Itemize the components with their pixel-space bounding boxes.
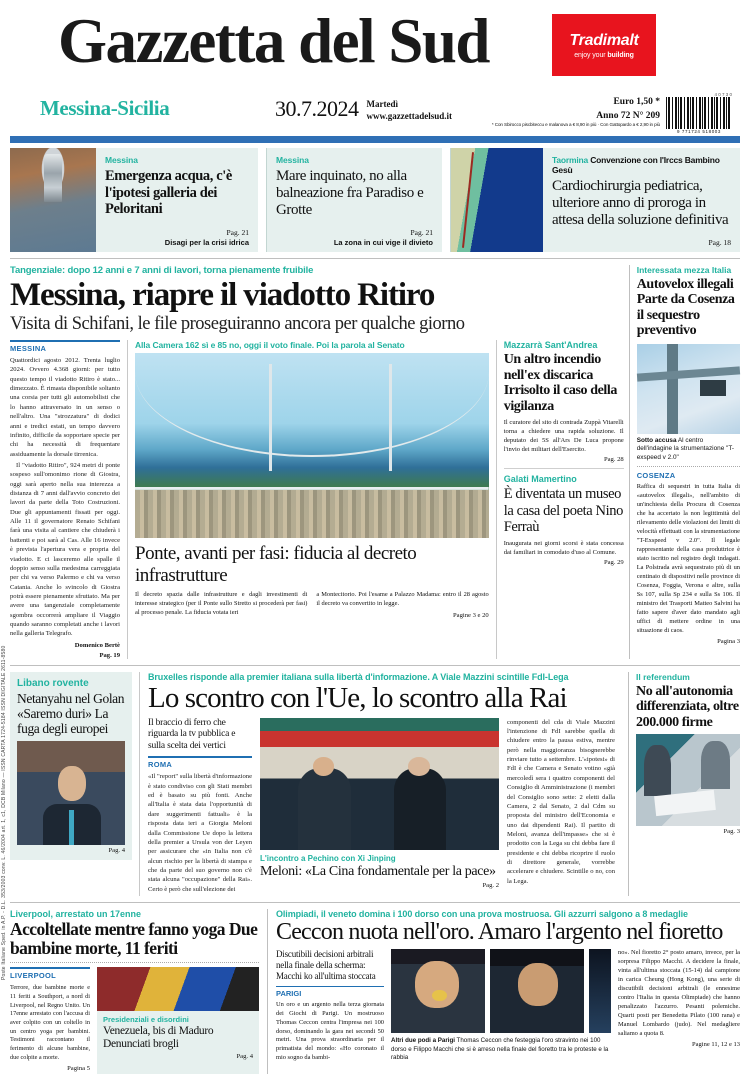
- price-footnote: * Con Sbirocco piscbiteccu e malanova a € 8,90 in più · Con Gattopardo a € 2,90 in più: [491, 122, 660, 127]
- lead-subheadline: Visita di Schifani, le file proseguiranno ancora per qualche giorno: [10, 313, 465, 334]
- liverpool-body: Terrore, due bambine morte e 11 feriti a Southport, a nord di Liverpool, nel Regno Unito. Un 17enne arrestato con l'accusa di aver colpito con un coltello in un centro yoga per bambini. Testimoni raccontano il ferimento di alcune bambine, due colpite a morte.: [10, 984, 90, 1061]
- sport-kicker: Olimpiadi, il veneto domina i 100 dorso con una prova mostruosa. Gli azzurri salgono a 8 medaglie: [276, 909, 688, 920]
- divider: [10, 902, 740, 903]
- rai-lead-text: Il braccio di ferro che riguarda la tv pubblica e sulla scelta dei vertici: [148, 717, 236, 751]
- date-block: [275, 96, 452, 122]
- sport-caption-rest: Thomas Ceccon che festeggia l'oro stravinto nei 100 dorso e Filippo Macchi che si è arreso nella finale del fioretto tra le proteste e la rabbia: [391, 1037, 609, 1061]
- newspaper-title: Gazzetta del Sud: [58, 6, 489, 76]
- venezuela-page-ref: Pag. 4: [236, 1053, 253, 1061]
- bridge-town-shape: [135, 490, 489, 538]
- person-shape-left: [298, 768, 351, 850]
- venezuela-headline[interactable]: Venezuela, bis di Maduro Denunciati brogli: [103, 1024, 214, 1051]
- macchi-fencing-photo: [490, 949, 584, 1033]
- ad-tagline-part2: building: [607, 51, 634, 59]
- barcode-bars: [666, 97, 732, 129]
- meloni-photo-kicker: L'incontro a Pechino con Xi Jinping: [260, 853, 396, 863]
- sport-left-column: [276, 949, 384, 1063]
- rai-body-left: «Il "report" sulla libertà d'informazione è stato condiviso con gli Stati membri ed è basato su più fonti. Anche all'Italia è stata data l'opportunità di dare suggerimenti fattuali» è la risposta data ieri a Giorgia Meloni dalla Commissione Ue dopo la lettera della premier a Ursula von der Leyen per assicurare che «in Italia non c'è alcun rischio per la libertà di stampa e che da parte del suo governo non c'è stata alcuna "occupazione" della Rai». Certo è però che sull'elezione dei: [148, 773, 252, 893]
- divider: [10, 665, 740, 666]
- spine-legal-text: Poste Italiane Sped. in A.P. - D.L. 353/2003 conv. L. 46/2004 art. 1, c1, DCB Milano — ISSN CARTA 1724-5184 ISSN DIGITALE 2611-8580: [1, 645, 7, 980]
- story-kicker: Mazzarrà Sant'Andrea: [503, 339, 598, 350]
- rail-kicker: Interessata mezza Italia: [636, 265, 732, 275]
- face-shape: [518, 963, 557, 1007]
- bridge-story-column: [128, 340, 496, 659]
- netanyahu-speech-photo: [17, 741, 125, 845]
- teaser-taormina-cardiochirurgia[interactable]: [450, 148, 740, 252]
- lead-story-column: [10, 265, 624, 659]
- dripping-faucet-photo: [10, 148, 96, 252]
- section-label-parigi: PARIGI: [276, 986, 384, 998]
- story-page-ref: Pag. 28: [603, 456, 624, 464]
- venezuela-flag-crowd-photo: [97, 967, 259, 1011]
- blue-divider-bar: [10, 136, 740, 143]
- section-label-liverpool: LIVERPOOL: [10, 967, 90, 982]
- liverpool-headline[interactable]: Accoltellate mentre fanno yoga Due bambine morte, 11 feriti: [10, 919, 258, 958]
- strait-bridge-render-photo: [135, 353, 489, 538]
- sport-page-ref: Pagine 11, 12 e 13: [692, 1040, 740, 1048]
- edition-name: Messina-Sicilia: [40, 96, 170, 120]
- liverpool-story: [10, 909, 268, 1074]
- story-page-ref: Pag. 29: [603, 558, 624, 566]
- center-kicker: Alla Camera 162 sì e 85 no, oggi il voto finale. Poi la parola al Senato: [135, 339, 405, 350]
- secondary-stories-column: [496, 340, 624, 659]
- story-kicker: Galati Mamertino: [503, 474, 577, 485]
- teaser-subcaption: Disagi per la crisi idrica: [164, 238, 249, 247]
- divider: [10, 962, 259, 963]
- center-caption-columns: [135, 591, 489, 620]
- sport-photo-caption: [391, 1037, 611, 1062]
- barcode: [666, 92, 732, 136]
- middle-content-area: [10, 672, 740, 896]
- lead-paragraph-1: Quattordici agosto 2012. Trenta luglio 2024. Ovvero 4.368 giorni: per tutto questo tempo il viadotto Ritiro è stato... dimezzato. È rimasta disponibile soltanto una corsia per tutti gli automobilisti che lo hanno attraversato in un senso o nell'altro. Una "strozzatura" di dodici anni e tredici estati, un tempo davvero infinito, difficile da sopportare specie per chi ha necessità di frequentare assiduamente la dorsale tirrenica.: [10, 356, 120, 458]
- venezuela-box[interactable]: [97, 967, 259, 1074]
- lead-headline[interactable]: Messina, riapre il viadotto Ritiro: [10, 277, 435, 313]
- weekday: Martedì: [366, 99, 398, 109]
- rai-center-column: [260, 718, 499, 896]
- top-teaser-strip: [10, 148, 740, 252]
- rai-left-column: [148, 718, 252, 896]
- lead-byline: Domenico Bertè: [74, 641, 120, 649]
- bridge-cable-shape: [135, 371, 489, 456]
- main-content-area: [10, 265, 740, 659]
- teaser-kicker: Messina: [276, 155, 309, 165]
- ceccon-gold-medal-photo: [391, 949, 485, 1033]
- person-shape-a: [644, 745, 671, 797]
- person-shape-right: [394, 768, 447, 850]
- liverpool-page-ref: Pagina 5: [67, 1065, 90, 1073]
- referendum-headline[interactable]: No all'autonomia differenziata, oltre 200.000 firme: [636, 683, 739, 730]
- year-issue: Anno 72 N° 209: [596, 110, 660, 121]
- meloni-photo-headline[interactable]: Meloni: «La Cina fondamentale per la pace»: [260, 863, 496, 879]
- camera-head-shape: [700, 380, 726, 396]
- divider: [10, 258, 740, 259]
- head-shape-right: [408, 757, 430, 775]
- price-block: [596, 96, 660, 124]
- sport-body-right: no». Nel fioretto 2° posto amaro, invece, per la sorpresa Filippo Macchi. A decidere la finale, vinta all'ultima stoccata (15-14) dal campione in carica Cheung (Hong Kong), una serie di discutibili decisioni arbitrali (le ennesime contro l'Italia in questa Olimpiade) che hanno penalizzato l'azzurro. Pesanti polemiche. Quarti posti per Benedetta Pilato (100 rana) e Manuel Lombardo (judo). Nel medagliere saliamo a quota 8.: [618, 949, 740, 1037]
- rail-body-text: Raffica di sequestri in tutta Italia di «autovelox illegali», nell'ambito di un'inchiesta della Procura di Cosenza che ha accertato la non legittimità del rilevamento delle violazioni dei limiti di velocità effettuati con la strumentazione "T-Exspeed v 2.0". Il legale rappresentante della casa produttrice è stato iscritto nel registro degli indagati. La Polstrada avrà sequestrato più di un centinaio di dispositivi nelle province di Cosenza, Foggia, Verona e altre, sulla Ss 107, sulla Sp 234 e sulla Ss 106. Il ministro dei Trasporti Matteo Salvini ha fatto sapere d'aver dato mandato agli uffici di mettere ordine in una situazione di caos.: [636, 483, 740, 634]
- meloni-page-ref: Pag. 2: [482, 881, 499, 889]
- lead-kicker: Tangenziale: dopo 12 anni e 7 anni di lavori, torna pienamente fruibile: [10, 265, 314, 276]
- story-body: Inaugurata nei giorni scorsi è stata concessa dai familiari in comodato d'uso al Comune.: [503, 539, 624, 556]
- center-caption-col2: a Montecitorio. Poi l'esame a Palazzo Madama: entro il 28 agosto il decreto va convertito in legge. Pagine 3 e 20: [316, 590, 489, 619]
- rai-kicker: Bruxelles risponde alla premier italiana sulla libertà d'informazione. A Viale Mazzini scintille FdI-Lega: [148, 671, 569, 682]
- liverpool-kicker: Liverpool, arrestato un 17enne: [10, 909, 142, 920]
- story-galati[interactable]: [504, 474, 624, 565]
- weekday-and-site: [367, 96, 453, 122]
- divider: [637, 466, 740, 467]
- barcode-number: 9 771724 518003: [676, 129, 722, 134]
- teaser-kicker-city: Taormina: [552, 155, 589, 165]
- lead-paragraph-2: Il "viadotto Ritiro", 924 metri di ponte sospeso sull'omonimo rione di Giostra, oggi sarà aperto nella sua interezza a distanza di 7 anni dall'avvio concreto dei lavori da parte della Toto Costruzioni. Due gli appuntamenti fissati per oggi. Alle 11 il governatore Renato Schifani farà una visita al cantiere che chiuderà i battenti e poi sarà al Cas. Alle 16 invece è prevista l'apertura vera e propria del viadotto. E ci lasceremo alle spalle il doppio senso sulla medesima carreggiata per chi va verso Palermo e chi va verso Catania. Anche lo svincolo di Giostra potrà essere pienamente sfruttato. Ma per avere una tangenziale completamente sgombra occorrerà ampliare il Viaggio quando saranno completati anche i lavori nella galleria Telegrafo.: [10, 461, 120, 638]
- section-label-roma: ROMA: [148, 756, 252, 769]
- speed-camera-photo: [637, 344, 740, 434]
- ad-brand-name: Tradimalt: [569, 31, 639, 49]
- story-mazzarra[interactable]: [504, 340, 624, 464]
- coastline-map-photo: [451, 148, 543, 252]
- referendum-box[interactable]: [628, 672, 740, 896]
- rai-headline[interactable]: Lo scontro con l'Ue, lo scontro alla Rai: [148, 681, 567, 714]
- ad-tagline: [574, 52, 634, 59]
- lead-byline-page: Pag. 19: [99, 651, 120, 659]
- referendum-page-ref: Pag. 3: [723, 827, 740, 835]
- ad-tagline-part1: enjoy your: [574, 51, 606, 59]
- sport-photo-group: [391, 949, 611, 1033]
- teaser-kicker: Messina: [105, 155, 138, 165]
- rail-headline[interactable]: Autovelox illegali Parte da Cosenza il sequestro preventivo: [636, 277, 735, 339]
- story-headline[interactable]: Un altro incendio nell'ex discarica Irrisolto il caso della vigilanza: [503, 351, 618, 414]
- sport-photo-column: [391, 949, 611, 1063]
- center-caption-col1: Il decreto spazia dalle infrastrutture e dagli investimenti di interesse strategico (per il Ponte sullo Stretto si procederà per fasi) al processo penale. La fiducia votata ieri: [135, 590, 308, 616]
- sport-headline[interactable]: Ceccon nuota nell'oro. Amaro l'argento nel fioretto: [276, 919, 723, 946]
- price: Euro 1,50 *: [613, 97, 660, 107]
- camera-pole-shape: [667, 344, 678, 434]
- teaser-kicker: [552, 155, 731, 175]
- sport-story: [268, 909, 740, 1074]
- rail-caption-rest: Al centro dell'indagine la strumentazione "T-exspeed v 2.0": [636, 436, 734, 461]
- sport-caption-bold: Altri due podi a Parigi: [391, 1037, 455, 1045]
- sport-columns: [276, 949, 740, 1063]
- teaser-kicker-detail: Convenzione con l'Irccs Bambino Gesù: [552, 155, 720, 175]
- liverpool-text-column: [10, 967, 90, 1074]
- story-headline[interactable]: È diventata un museo la casa del poeta Nino Ferraù: [503, 486, 623, 535]
- teaser-headline[interactable]: Cardiochirurgia pediatrica, ulteriore anno di proroga in attesa della soluzione definitiva: [552, 178, 729, 229]
- rai-ue-story: [140, 672, 623, 896]
- liverpool-columns: [10, 967, 259, 1074]
- story-body: Il curatore del sito di contrada Zuppà Vitarelli torna a chiedere una rapida soluzione. Il deputato dei 5S all'Ars De Luca propone l'invio dei militari dell'Esercito.: [503, 419, 624, 454]
- lead-body-columns: [10, 340, 624, 659]
- rail-photo-caption: [637, 437, 740, 463]
- center-caption-page: Pagine 3 e 20: [453, 611, 489, 619]
- sport-body-left: Un oro e un argento nella terza giornata dei Giochi di Parigi. Un mostruoso Thomas Ceccon centra l'impresa nei 100 dorso, dominando la gara nei secondi 50 metri. Una prova straordinaria per il primatista del mondo: «Ho coronato il mio sogno da bambi-: [276, 1000, 384, 1062]
- section-label-cosenza: COSENZA: [636, 471, 676, 481]
- right-rail-autovelox: [629, 265, 740, 659]
- rail-page-ref: Pagina 3: [717, 637, 740, 645]
- teaser-page-ref: Pag. 21: [226, 228, 249, 237]
- masthead: [10, 0, 740, 92]
- rai-columns: [148, 718, 615, 896]
- teaser-page-ref: Pag. 18: [708, 238, 731, 247]
- rail-caption-bold: Sotto accusa: [636, 436, 677, 444]
- website-url[interactable]: www.gazzettadelsud.it: [366, 111, 452, 122]
- netanyahu-headline[interactable]: Netanyahu nel Golan «Saremo duri» La fuga degli europei: [17, 690, 125, 736]
- lead-body-text: [10, 356, 120, 639]
- netanyahu-page-ref: Pag. 4: [108, 847, 125, 855]
- teaser-subcaption: La zona in cui vige il divieto: [333, 238, 433, 247]
- barcode-top-number: 4 0 7 3 0: [714, 92, 732, 97]
- netanyahu-kicker: Libano rovente: [17, 677, 89, 689]
- netanyahu-box[interactable]: [10, 672, 140, 896]
- masthead-info-line: [10, 92, 740, 134]
- meloni-xi-jinping-photo: [260, 718, 499, 850]
- teaser-headline[interactable]: Emergenza acqua, c'è l'ipotesi galleria dei Peloritani: [105, 168, 232, 218]
- center-caption-headline[interactable]: Ponte, avanti per fasi: fiducia al decreto infrastrutture: [135, 542, 417, 586]
- lead-text-column: [10, 340, 128, 659]
- photo-edge-strip: [589, 949, 611, 1033]
- signature-collection-photo: [636, 734, 740, 826]
- teaser-page-ref: Pag. 21: [410, 228, 433, 237]
- sport-right-column: [618, 949, 740, 1063]
- sport-lead-text: Discutibili decisioni arbitrali nella finale della scherma: Macchi ko all'ultima stoccata: [276, 949, 376, 981]
- teaser-messina-acqua[interactable]: [10, 148, 258, 252]
- teaser-messina-mare[interactable]: [266, 148, 442, 252]
- person-shape-b: [701, 741, 730, 789]
- bottom-content-area: [10, 909, 740, 1074]
- tie-shape: [69, 810, 74, 845]
- publication-date: 30.7.2024: [275, 96, 359, 121]
- referendum-kicker: Il referendum: [636, 671, 690, 682]
- rai-right-column: [507, 718, 615, 896]
- venezuela-kicker: Presidenziali e disordini: [103, 1014, 189, 1024]
- teaser-headline[interactable]: Mare inquinato, no alla balneazione fra Paradiso e Grotte: [276, 168, 424, 219]
- rai-body-right: componenti del cda di Viale Mazzini l'intenzione di FdI sarebbe quella di chiudere entro la pausa estiva, mentre però nella maggioranza bisognerebbe rinviare tutto a settembre. L'«ipotesi» di FdI è che Camera e Senato votino «già mercoledì sera i quattro componenti del Consiglio di Amministrazione (i membri del Consiglio sono sette: 2 eletti dalla Camera, 2 dal Senato, 2 dal Cdm su proposta del ministro dell'Economia e uno dai dipendenti Rai). Il partito di Meloni, avanza dell'impasse» che si è prodotto con la Lega su chi debba fare il presidente e chi debba ricoprire il ruolo di direttore generale, vorrebbe accelerare e chiudere. Scintille o no, con la Lega.: [507, 718, 615, 885]
- advertisement-tradimalt[interactable]: [552, 14, 656, 76]
- head-shape-left: [313, 757, 335, 775]
- face-shape: [58, 766, 86, 801]
- divider: [504, 468, 624, 469]
- section-label-messina: MESSINA: [10, 340, 120, 353]
